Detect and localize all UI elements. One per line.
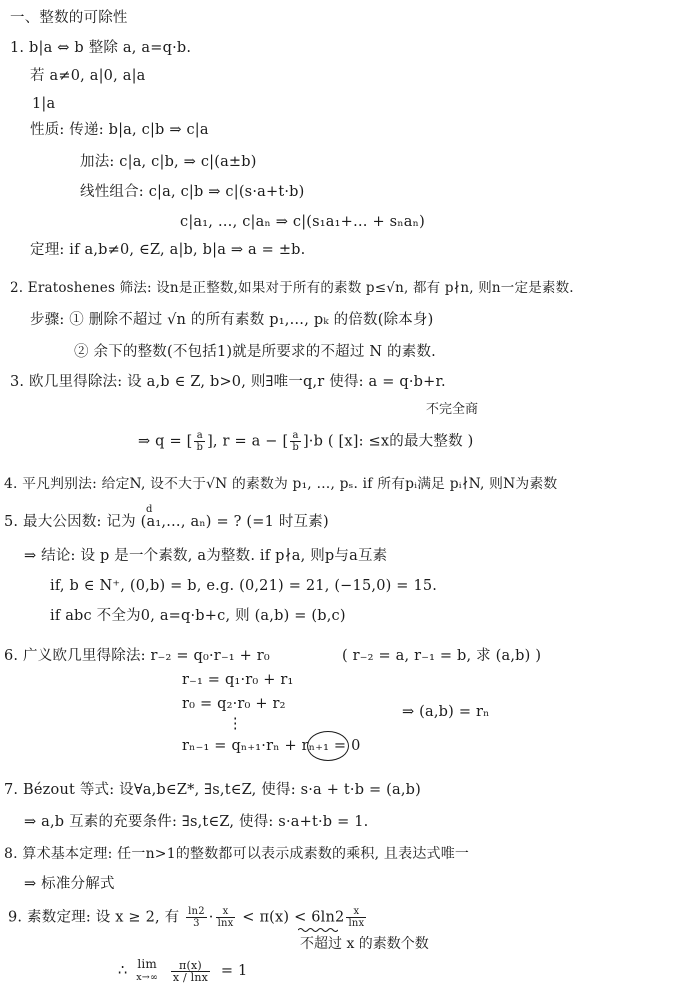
- item-9-wavy-underline: [298, 927, 338, 933]
- item-1-linear-combination: 线性组合: c|a, c|b ⇒ c|(s·a+t·b): [80, 184, 305, 200]
- item-2-step-2: ② 余下的整数(不包括1)就是所要求的不超过 N 的素数.: [74, 344, 436, 360]
- item-5-gcd-definition: 5. 最大公因数: 记为 (a₁,…, aₙ) = ? (=1 时互素): [4, 514, 329, 530]
- item-1-definition: 1. b|a ⇔ b 整除 a, a=q·b.: [10, 40, 192, 56]
- item-8-canonical-form: ⇒ 标准分解式: [24, 876, 115, 892]
- item-1-one-divides: 1|a: [32, 96, 56, 112]
- item-9-fraction-pi-ratio: $\frac{\pi(x)}{x / \ln x}$: [172, 958, 209, 984]
- item-7-coprime-condition: ⇒ a,b 互素的充要条件: ∃s,t∈Z, 使得: s·a+t·b = 1.: [24, 814, 369, 830]
- item-2-step-1: 步骤: ① 删除不超过 √n 的所有素数 p₁,…, pₖ 的倍数(除本身): [30, 312, 434, 328]
- item-1-nonzero: 若 a≠0, a|0, a|a: [30, 68, 146, 84]
- item-3-formula-part-c: ]·b ( [x]: ≤x的最大整数 ): [302, 433, 474, 450]
- item-6-step-2: r₀ = q₂·r₀ + r₂: [182, 696, 286, 712]
- item-6-circled-remainder: [307, 731, 349, 761]
- item-3-euclid-division: 3. 欧几里得除法: 设 a,b ∈ Z, b>0, 则∃唯一q,r 使得: a = q·b+r.: [10, 374, 446, 390]
- item-6-final-step: rₙ₋₁ = qₙ₊₁·rₙ + rₙ₊₁ = 0: [182, 738, 361, 754]
- item-8-fundamental-theorem: 8. 算术基本定理: 任一n>1的整数都可以表示成素数的乘积, 且表达式唯一: [4, 846, 470, 862]
- item-2-sieve: 2. Eratoshenes 筛法: 设n是正整数,如果对于所有的素数 p≤√n, 都有 p∤n, 则n一定是素数.: [10, 280, 574, 296]
- item-6-initial-values: ( r₋₂ = a, r₋₁ = b, 求 (a,b) ): [342, 648, 542, 664]
- item-5-zero-case: if, b ∈ N⁺, (0,b) = b, e.g. (0,21) = 21, (−15,0) = 15.: [50, 578, 438, 594]
- item-1-general-combination: c|a₁, …, c|aₙ ⇒ c|(s₁a₁+… + sₙaₙ): [180, 214, 425, 230]
- item-6-ellipsis: ⋮: [228, 716, 243, 732]
- item-9-lead: 9. 素数定理: 设 x ≥ 2, 有: [8, 909, 180, 926]
- item-3-fraction-b: $\frac{a}{b}$: [292, 430, 299, 453]
- item-3-quotient-formula: [138, 430, 473, 453]
- section-heading: 一、整数的可除性: [10, 10, 128, 26]
- item-9-fraction-upper: $\frac{x}{\ln x}$: [348, 906, 365, 929]
- item-5-reduction: if abc 不全为0, a=q·b+c, 则 (a,b) = (b,c): [50, 608, 346, 624]
- item-6-result: ⇒ (a,b) = rₙ: [402, 704, 490, 720]
- item-5-gcd-superscript: d: [146, 504, 153, 515]
- item-3-note-quotient: 不完全商: [426, 402, 479, 417]
- item-3-formula-part-a: ⇒ q = [: [138, 433, 193, 450]
- item-4-trivial-test: 4. 平凡判别法: 给定N, 设不大于√N 的素数为 p₁, …, pₛ. if 所有pᵢ满足 pᵢ∤N, 则N为素数: [4, 476, 558, 492]
- item-7-bezout: 7. Bézout 等式: 设∀a,b∈Z*, ∃s,t∈Z, 使得: s·a + t·b = (a,b): [4, 782, 421, 798]
- item-3-fraction-a: $\frac{a}{b}$: [196, 430, 204, 453]
- item-1-theorem: 定理: if a,b≠0, ∈Z, a|b, b|a ⇒ a = ±b.: [30, 242, 306, 258]
- item-6-step-1: r₋₁ = q₁·r₀ + r₁: [182, 672, 294, 688]
- item-9-fraction-x-lnx: $\frac{x}{\ln x}$: [217, 906, 234, 929]
- item-9-prime-number-theorem: 9. 素数定理: 设 x ≥ 2, 有 $\frac{\ln 2}{3}$ · $\frac{x}{\ln x}$ < π(x) < 6ln2 $\frac{x}{\ln x}$: [8, 906, 365, 929]
- item-9-limit: [118, 958, 247, 984]
- item-9-lim-operator: lim x→∞: [136, 957, 159, 983]
- item-5-conclusion: ⇒ 结论: 设 p 是一个素数, a为整数. if p∤a, 则p与a互素: [24, 548, 388, 564]
- item-9-fraction-ln2-3: $\frac{\ln 2}{3}$: [188, 906, 205, 929]
- item-9-bound: < π(x) < 6ln2: [242, 909, 345, 926]
- item-1-transitive: 性质: 传递: b|a, c|b ⇒ c|a: [30, 122, 209, 138]
- item-6-generalized-euclid: 6. 广义欧几里得除法: r₋₂ = q₀·r₋₁ + r₀: [4, 648, 270, 664]
- item-9-therefore: ∴: [118, 963, 128, 979]
- item-9-limit-rhs: = 1: [220, 963, 248, 979]
- item-3-formula-part-b: ], r = a − [: [207, 433, 289, 450]
- item-1-addition: 加法: c|a, c|b, ⇒ c|(a±b): [80, 154, 257, 170]
- item-9-note-prime-count: 不超过 x 的素数个数: [300, 936, 429, 952]
